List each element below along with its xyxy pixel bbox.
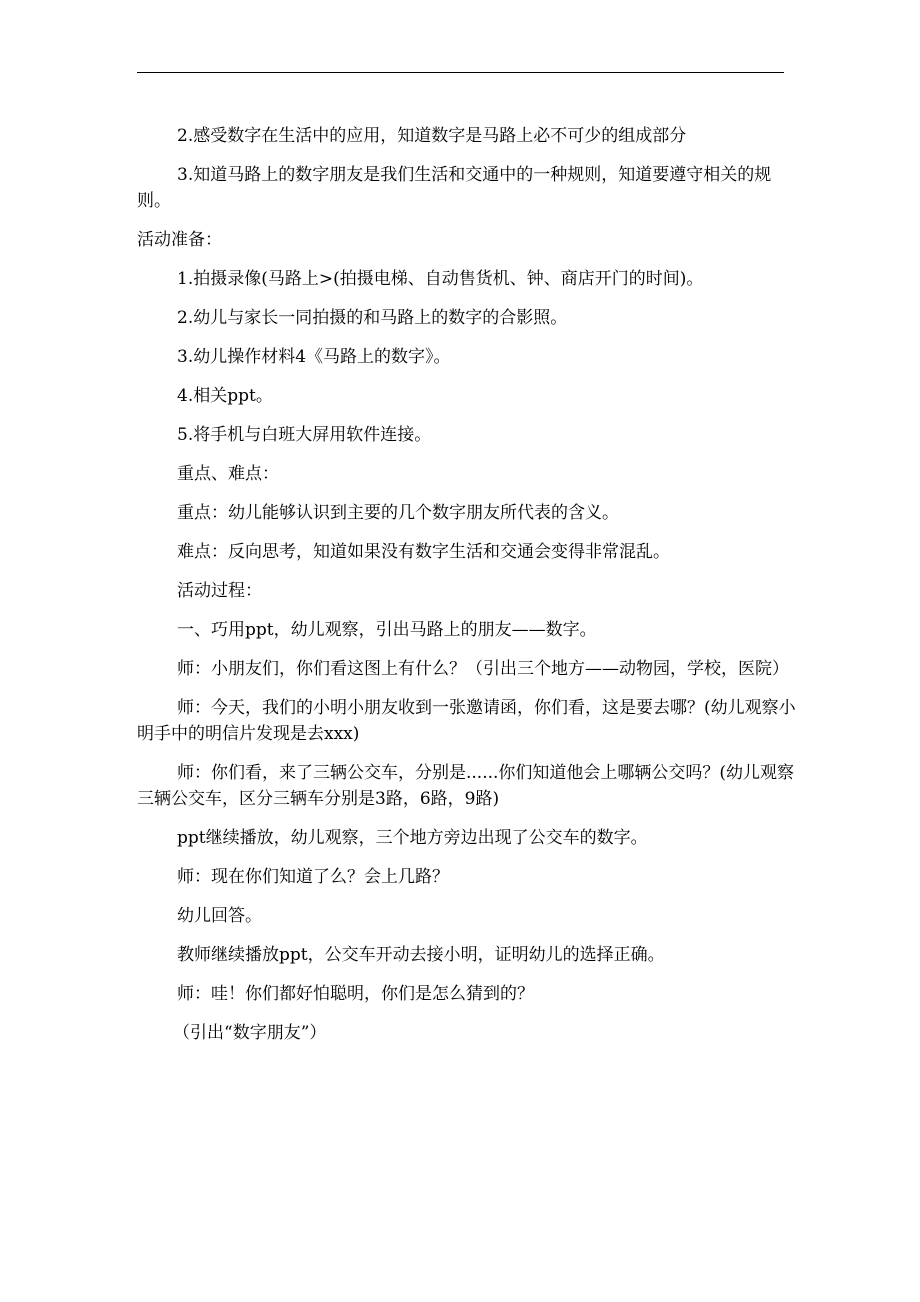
- paragraph-key-point: 重点：幼儿能够认识到主要的几个数字朋友所代表的含义。: [177, 503, 619, 523]
- header-rule: [137, 72, 784, 73]
- paragraph-prep-3: 3.幼儿操作材料4《马路上的数字》。: [177, 347, 451, 367]
- paragraph-teacher-5: 师：哇！你们都好怕聪明，你们是怎么猜到的？: [177, 984, 534, 1004]
- paragraph-ppt-play: ppt继续播放，幼儿观察，三个地方旁边出现了公交车的数字。: [177, 828, 648, 848]
- paragraph-teacher-4: 师：现在你们知道了么？会上几路？: [177, 867, 449, 887]
- paragraph-teacher-3: 师：你们看，来了三辆公交车，分别是......你们知道他会上哪辆公交吗？(幼儿观察三辆公交车，区分三辆车分别是3路，6路，9路): [137, 763, 795, 809]
- paragraph-teacher-2: 师：今天，我们的小明小朋友收到一张邀请函，你们看，这是要去哪？(幼儿观察小明手中的明信片发现是去xxx): [137, 698, 796, 744]
- paragraph-goal-2: 2.感受数字在生活中的应用，知道数字是马路上必不可少的组成部分: [177, 126, 687, 146]
- paragraph-difficulty: 难点：反向思考，知道如果没有数字生活和交通会变得非常混乱。: [177, 542, 670, 562]
- heading-key-points: 重点、难点：: [177, 464, 279, 484]
- paragraph-prep-5: 5.将手机与白班大屏用软件连接。: [177, 425, 432, 445]
- heading-preparation: 活动准备：: [137, 230, 222, 250]
- paragraph-introduce-friends: （引出“数字朋友”）: [173, 1023, 327, 1043]
- paragraph-prep-4: 4.相关ppt。: [177, 386, 273, 406]
- heading-process: 活动过程：: [177, 581, 262, 601]
- paragraph-step-1: 一、巧用ppt，幼儿观察，引出马路上的朋友——数字。: [177, 620, 597, 640]
- document-body: [137, 123, 797, 1059]
- paragraph-goal-3: 3.知道马路上的数字朋友是我们生活和交通中的一种规则，知道要遵守相关的规则。: [137, 165, 772, 211]
- paragraph-teacher-1: 师：小朋友们，你们看这图上有什么？（引出三个地方——动物园，学校，医院）: [177, 659, 789, 679]
- paragraph-teacher-continue: 教师继续播放ppt，公交车开动去接小明，证明幼儿的选择正确。: [177, 945, 665, 965]
- paragraph-prep-1: 1.拍摄录像(马路上>(拍摄电梯、自动售货机、钟、商店开门的时间)。: [177, 269, 704, 289]
- paragraph-prep-2: 2.幼儿与家长一同拍摄的和马路上的数字的合影照。: [177, 308, 568, 328]
- paragraph-children-answer: 幼儿回答。: [177, 906, 262, 926]
